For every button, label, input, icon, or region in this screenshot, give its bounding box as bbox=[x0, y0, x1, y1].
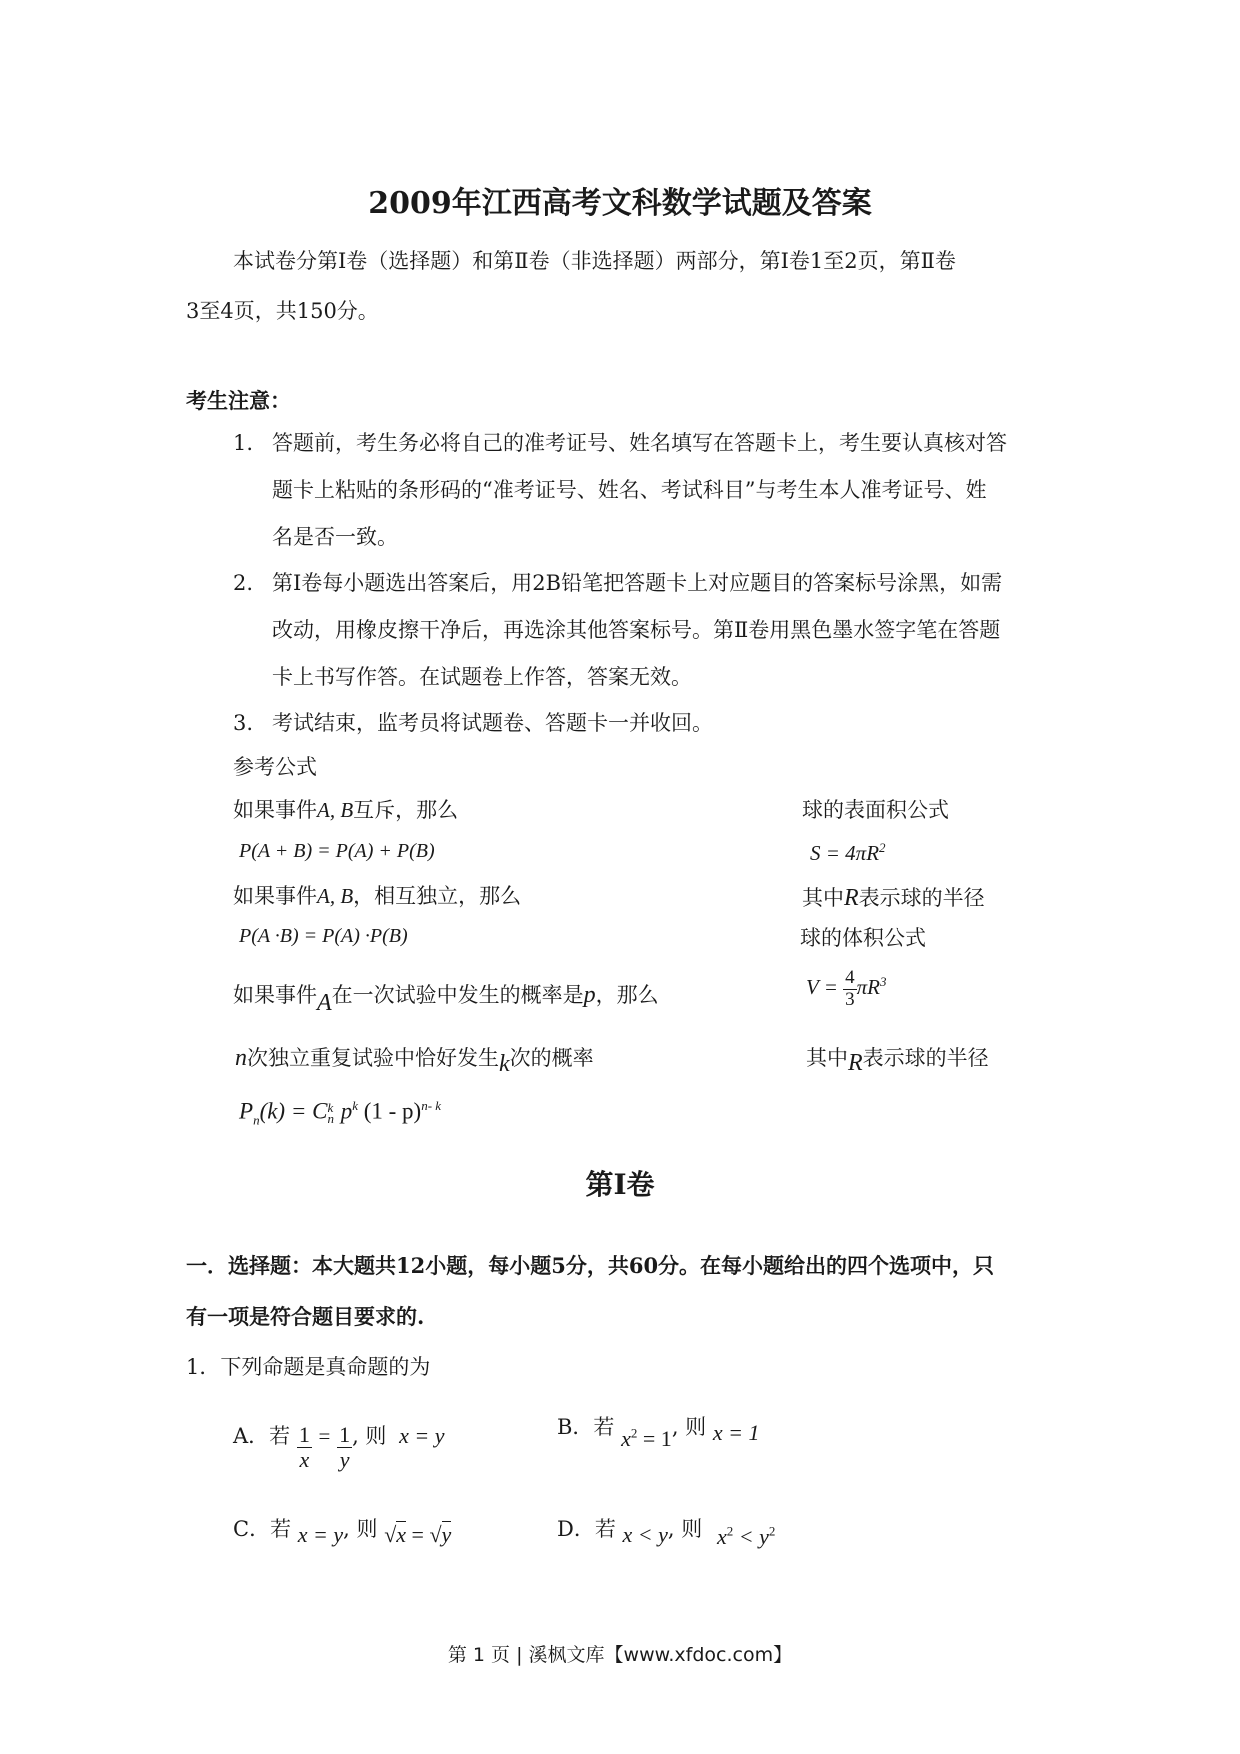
notice-item-1-line-2: 题卡上粘贴的条形码的“准考证号、姓名、考试科目”与考生本人准考证号、姓 bbox=[272, 478, 987, 502]
formulas-heading: 参考公式 bbox=[233, 755, 317, 779]
intro-line-1: 本试卷分第Ⅰ卷（选择题）和第Ⅱ卷（非选择题）两部分，第Ⅰ卷1至2页，第Ⅱ卷 bbox=[233, 249, 956, 273]
question-1-option-c: C．若 x = y, 则 √x = √y bbox=[233, 1517, 452, 1547]
formula-trials-var-k: k bbox=[499, 1051, 510, 1077]
page-footer: 第 1 页 | 溪枫文库【www.xfdoc.com】 bbox=[447, 1644, 793, 1666]
formula-radius-note-2: 其中R表示球的半径 bbox=[806, 1046, 989, 1076]
formula-surface-label: 球的表面积公式 bbox=[802, 798, 949, 822]
question-1-option-a: A．若 $\frac{1}{x}$ = $\frac{1}{y}$ , 则 x = y bbox=[233, 1422, 445, 1473]
notice-item-1-line-1: 答题前，考生务必将自己的准考证号、姓名填写在答题卡上，考生要认真核对答 bbox=[272, 431, 1007, 455]
notice-heading: 考生注意： bbox=[186, 388, 291, 413]
intro-line-2: 3至4页，共150分。 bbox=[186, 299, 379, 323]
formula-trials-var-n: n bbox=[235, 1045, 247, 1071]
notice-item-3-number: 3. bbox=[233, 711, 254, 735]
part1-instructions-line-2: 有一项是符合题目要求的. bbox=[186, 1304, 425, 1329]
formula-mutex-equation: P(A + B) = P(A) + P(B) bbox=[239, 840, 435, 862]
formula-mutex-vars: A, B bbox=[317, 798, 354, 822]
formula-binomial: $P_n(k) = C$ k n $p^k$ (1 - p)$^{n- k}$ bbox=[239, 1098, 442, 1128]
formula-probability-text: 如果事件A在一次试验中发生的概率是p，那么 bbox=[233, 982, 659, 1016]
formula-independent-text: 如果事件A, B，相互独立，那么 bbox=[233, 884, 522, 908]
notice-item-1-line-3: 名是否一致。 bbox=[272, 525, 398, 549]
notice-item-2-line-3: 卡上书写作答。在试题卷上作答，答案无效。 bbox=[272, 665, 692, 689]
question-1-stem: 1．下列命题是真命题的为 bbox=[186, 1355, 431, 1379]
notice-item-2-line-1: 第Ⅰ卷每小题选出答案后，用2B铅笔把答题卡上对应题目的答案标号涂黑，如需 bbox=[272, 571, 1003, 595]
section-heading: 第Ⅰ卷 bbox=[585, 1168, 655, 1201]
formula-probability-var-p: p bbox=[583, 982, 596, 1008]
notice-item-1-number: 1. bbox=[233, 431, 254, 455]
formula-trials-text: n次独立重复试验中恰好发生k次的概率 bbox=[235, 1045, 594, 1077]
formula-volume-equation: V = $\frac{4}{3}$ $\pi R^3$ bbox=[806, 967, 887, 1010]
formula-independent-equation: P(A ·B) = P(A) ·P(B) bbox=[239, 925, 408, 947]
formula-mutex-text: 如果事件A, B互斥，那么 bbox=[233, 798, 459, 822]
question-1-option-b: B．若 $x^2 = 1$, 则 x = 1 bbox=[557, 1415, 760, 1451]
formula-independent-vars: A, B bbox=[317, 884, 354, 908]
page-title: 2009年江西高考文科数学试题及答案 bbox=[368, 186, 872, 221]
notice-item-2-line-2: 改动，用橡皮擦干净后，再选涂其他答案标号。第Ⅱ卷用黑色墨水签字笔在答题 bbox=[272, 618, 1001, 642]
formula-radius-note-1: 其中R表示球的半径 bbox=[802, 885, 985, 911]
formula-probability-var-a: A bbox=[317, 990, 332, 1016]
part1-instructions-line-1: 一．选择题：本大题共12小题，每小题5分，共60分。在每小题给出的四个选项中，只 bbox=[186, 1253, 995, 1278]
question-1-option-d: D．若 x < y, 则 $x^2 < y^2$ bbox=[557, 1517, 776, 1549]
formula-surface-equation: $S = 4\pi R^2$ bbox=[810, 840, 886, 865]
notice-item-2-number: 2. bbox=[233, 571, 254, 595]
formula-volume-label: 球的体积公式 bbox=[800, 926, 926, 950]
notice-item-3-line-1: 考试结束，监考员将试题卷、答题卡一并收回。 bbox=[272, 711, 713, 735]
